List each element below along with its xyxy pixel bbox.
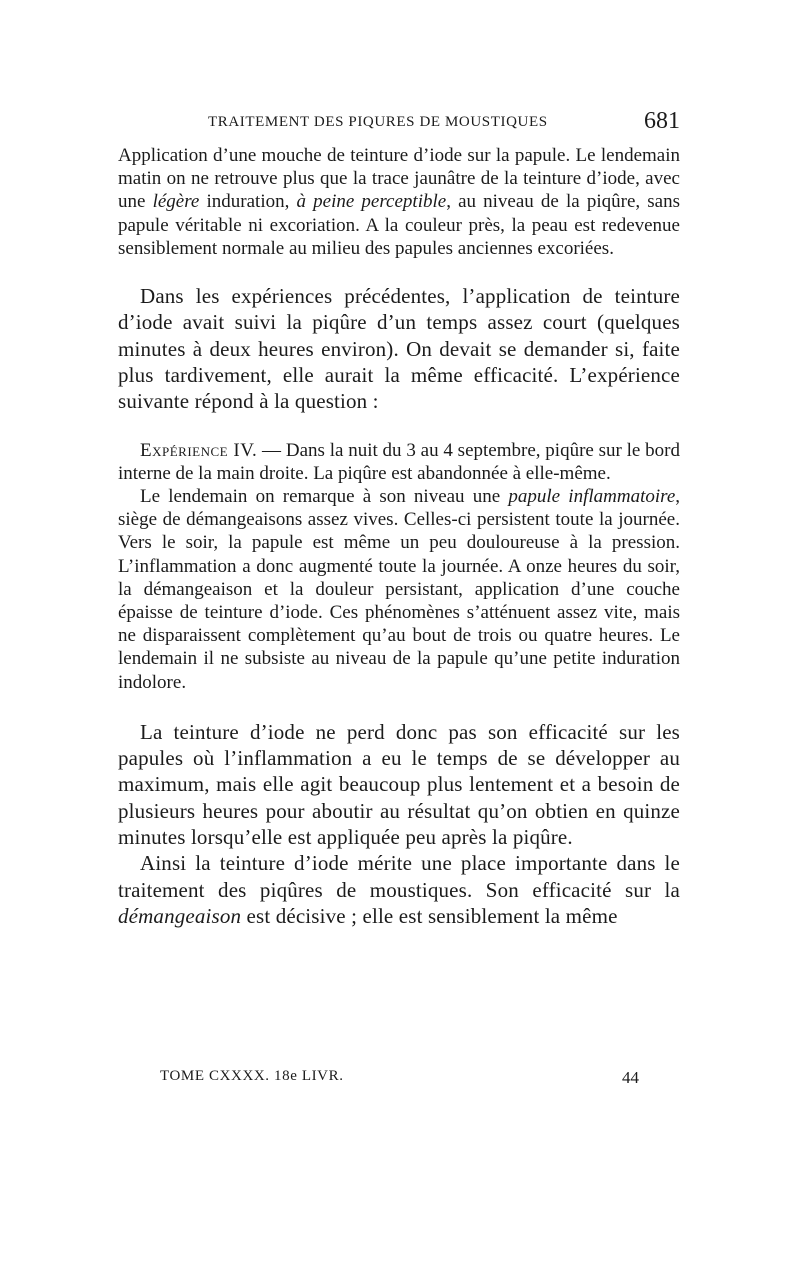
paragraph-earlier-experiments: Dans les expériences précédentes, l’application de teinture d’iode avait suivi la piqûre d’un temps assez court (quelques minutes à deux heures environ). On devait se demander si, faite plus tardivement, elle aurait la même efficacité. L’expérience suivante répond à la question : bbox=[118, 284, 680, 414]
page-footer bbox=[160, 1068, 660, 1094]
running-title: TRAITEMENT DES PIQURES DE MOUSTIQUES bbox=[208, 114, 548, 130]
paragraph-importance: Ainsi la teinture d’iode mérite une place importante dans le traitement des piqûres de moustiques. Son efficacité sur la démangeaison est décisive ; elle est sensiblement la même bbox=[118, 851, 680, 928]
sheet-number: 44 bbox=[622, 1068, 639, 1087]
page bbox=[118, 108, 680, 929]
page-number: 681 bbox=[644, 108, 680, 134]
running-head bbox=[118, 108, 680, 144]
signature-mark: TOME CXXXX. 18e LIVR. bbox=[160, 1068, 344, 1084]
paragraph-iodine-application: Application d’une mouche de teinture d’iode sur la papule. Le lendemain matin on ne retrouve plus que la trace jaunâtre de la teinture d’iode, avec une légère induration, à peine perceptible, au niveau de la piqûre, sans papule véritable ni excoriation. A la couleur près, la peau est redevenue sensiblement normale au milieu des papules anciennes excoriées. bbox=[118, 145, 681, 259]
paragraph-next-day: Le lendemain on remarque à son niveau une papule inflammatoire, siège de démangeaisons assez vives. Celles-ci persistent toute la journée. Vers le soir, la papule est même un peu douloureuse à la pression. L’inflammation a donc augmenté toute la journée. A onze heures du soir, la démangeaison et la douleur persistant, application d’une couche épaisse de teinture d’iode. Ces phénomènes s’atténuent assez vite, mais ne disparaissent complètement qu’au bout de trois ou quatre heures. Le lendemain il ne subsiste au niveau de la papule qu’une petite induration indolore. bbox=[118, 485, 681, 693]
paragraph-experience-iv: Expérience IV. — Dans la nuit du 3 au 4 septembre, piqûre sur le bord interne de la main droite. La piqûre est abandonnée à elle-même. bbox=[118, 439, 680, 484]
paragraph-conclusion: La teinture d’iode ne perd donc pas son efficacité sur les papules où l’inflammation a eu le temps de se développer au maximum, mais elle agit beaucoup plus lentement et a besoin de plusieurs heures pour aboutir au résultat qu’on obtien en quinze minutes lorsqu’elle est appliquée peu après la piqûre. bbox=[118, 719, 680, 849]
experience-label: Expérience IV. bbox=[140, 439, 258, 461]
